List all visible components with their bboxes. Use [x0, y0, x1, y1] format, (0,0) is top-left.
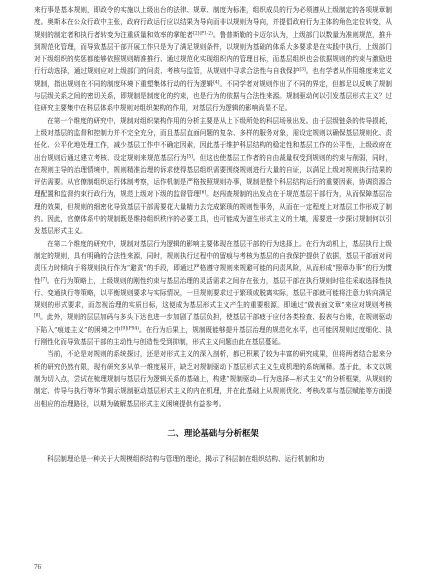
- citation-marker: [7]: [40, 276, 47, 282]
- paragraph-text: 。赵闯查规制的出发点在于规范基层干部行为，从而保障基层治理的效果，但规则的细密化导致基层干部需要花大量精力去完成繁琐的规则性事务，从而在一定程度上对基层工作形成了制约。因此，官僚体系中的规制既是维持组织秩序的必要工具，也可能成为滋生形式主义的土壤，需要进一步探讨规制何以引发基层形式主义。: [34, 190, 392, 236]
- body-paragraph: [34, 348, 392, 409]
- paragraph-text: 。此外，规则的层层加码与多头下达也进一步加剧了基层负担，使基层干部疲于应付各类检查、报表与台账，在规则驱动下陷入“痕迹主义”的困境之中: [34, 313, 392, 334]
- section-heading: 二、理论基础与分析框架: [167, 427, 259, 438]
- paragraph-text: 。在行为策略上，上级规则的刚性约束与基层治理的灵活需求之间存在张力，基层干部在执行规则时往往采取选择性执行、变通执行等策略，以平衡规则要求与实际情况，一旦规则要求过于繁琐或脱离实际，基层干部就可能将注意力转向满足规则的形式要求，而忽视治理的实质目标，这便成为基层形式主义产生的重要根源，即通过“做表面文章”来应对规则考核: [34, 276, 392, 310]
- paragraph-text: 在第二个维度的研究中，规制对基层行为逻辑的影响主要体现在基层干部的行为选择上。在行为动机上，基层执行上级制定的规则，具有明确的合法性来源，同时，规则执行过程中的留痕与考核为基层的自我保护提供了依据，基层干部面对问责压力时倾向于将规则执行作为“避责”的手段，即通过严格遵守规则来规避可能的问责风险，从而形成“照章办事”的行为惯性: [34, 239, 392, 285]
- paragraph-text: 来行事是基本规则，即政令的实施以上级出台的法律、规章、制度为标准，组织成员的行为必须遵从上级制定的各项规章制度。奥斯本在公众行政中主张，政府行政运行应以结果为导向而非以规则为导向，并提倡政府行为主体的角色定位转变，从规则的制定者和执行者转变为注重质量和效率的掌舵者: [34, 6, 392, 39]
- body-text: [34, 4, 392, 410]
- paragraph-text: 。在行为后果上，规制既能够提升基层治理的规范化水平，也可能因规则过度细化、执行刚性化而导致基层干部的主动性与创造性受到抑制，形式主义问题由此在基层蔓延。: [34, 325, 392, 347]
- body-paragraph: [34, 4, 392, 115]
- paragraph-text: 。不同学者对规则作出了不同的界定，但都足以反映了规制与层级关系之间的密切关系，即规制是制度化的约束，也是行为的依据与合法性来源。规制驱动何以引发基层形式主义？过往研究主要集中在科层体系中规则对组织架构的作用，对基层行为逻辑的影响尚显不足。: [34, 79, 392, 113]
- citation-marker: [2](P1-2): [193, 31, 213, 36]
- paragraph-text: 在第一个维度的研究中，规制对组织架构作用的分析主要是从上下级所处的科层场景出发。由于层级链条的传导损耗，上级对基层的监督和控制力并不完全充分，而且基层直面问题的复杂、多样的服务对象，需设定规则以确保基层规则化、责任化、公平化地处理工作，减少基层工作中不确定因素，因此基于维护科层结构的稳定性和基层工作的公平性，上级政府在出台规则后通过建立考核、设定规则来规范基层行为: [34, 116, 392, 162]
- page-number: 76: [34, 563, 41, 571]
- paragraph-text: 。也有学者从作用维度来定义规制，指出规则在不同的制度环境下重塑集体行动的行为逻辑: [34, 67, 392, 88]
- citation-marker: [3]: [299, 67, 306, 73]
- document-page: [34, 4, 392, 465]
- closing-paragraph: 科层制理论是一种关于大规模组织结构与管理的理论，揭示了科层制在组织结构、运行机制和功: [47, 454, 325, 463]
- citation-marker: [8]: [34, 313, 41, 319]
- citation-marker: [6]: [199, 190, 207, 196]
- body-paragraph: [34, 238, 392, 349]
- citation-marker: [9](P94): [120, 326, 140, 332]
- citation-marker: [4]: [213, 80, 220, 86]
- citation-marker: [5]: [186, 153, 193, 159]
- paragraph-text: 。但这也使基层工作者的自由裁量权受到规则的约束与削弱，同时，在规则主导的治理情境中，规则精准治理的诉求使得基层组织需要围绕规则进行大量的自证，以满足上级对规则执行结果的评估需要。从官僚制组织运行体制考察，运作机制是严格按照规则办事，规制是整个科层结构运行的重要因素，协调资源合理配置和监督约束行政行为，规范上级对下级的监督管理: [34, 153, 392, 199]
- body-paragraph: [34, 115, 392, 238]
- paragraph-text: 当前，不论是对规则的系统探讨，还是对形式主义的深入剖析，都已积累了较为丰富的研究成果，但将两者结合起来分析的研究仍然有限，现有研究多从单一维度展开，缺乏对规制驱动下基层形式主义生成机理的系统阐释。基于此，本文以规制为切入点，尝试在梳理规制与基层行为逻辑关系的基础上，构建“规制驱动—行为选择—形式主义”的分析框架，从规则的制定、传导与执行等环节揭示规制驱动基层形式主义的内在机理，并在此基础上从规则优化、考核改革与基层赋能等方面提出相应的治理路径，以期为破解基层形式主义困境提供有益参考。: [34, 350, 392, 408]
- paragraph-text: 。鲁普斯勒的卡迈尔认为，上级部门以数量为准则规范，推升到规范化管理，而导致基层干部开展工作只是为了满足规则条件，以规则为基础的体系大多要求是在实践中执行，上级部门对下级组织的奖惩都能够依照规则精准推行、通过规范化实现组织内的管理目标，而基层组织也会依据规则的约束与激励进行行动选择，通过规则应对上级部门的问责、考核与监管，从规则中寻求合法性与自我保护: [34, 30, 393, 76]
